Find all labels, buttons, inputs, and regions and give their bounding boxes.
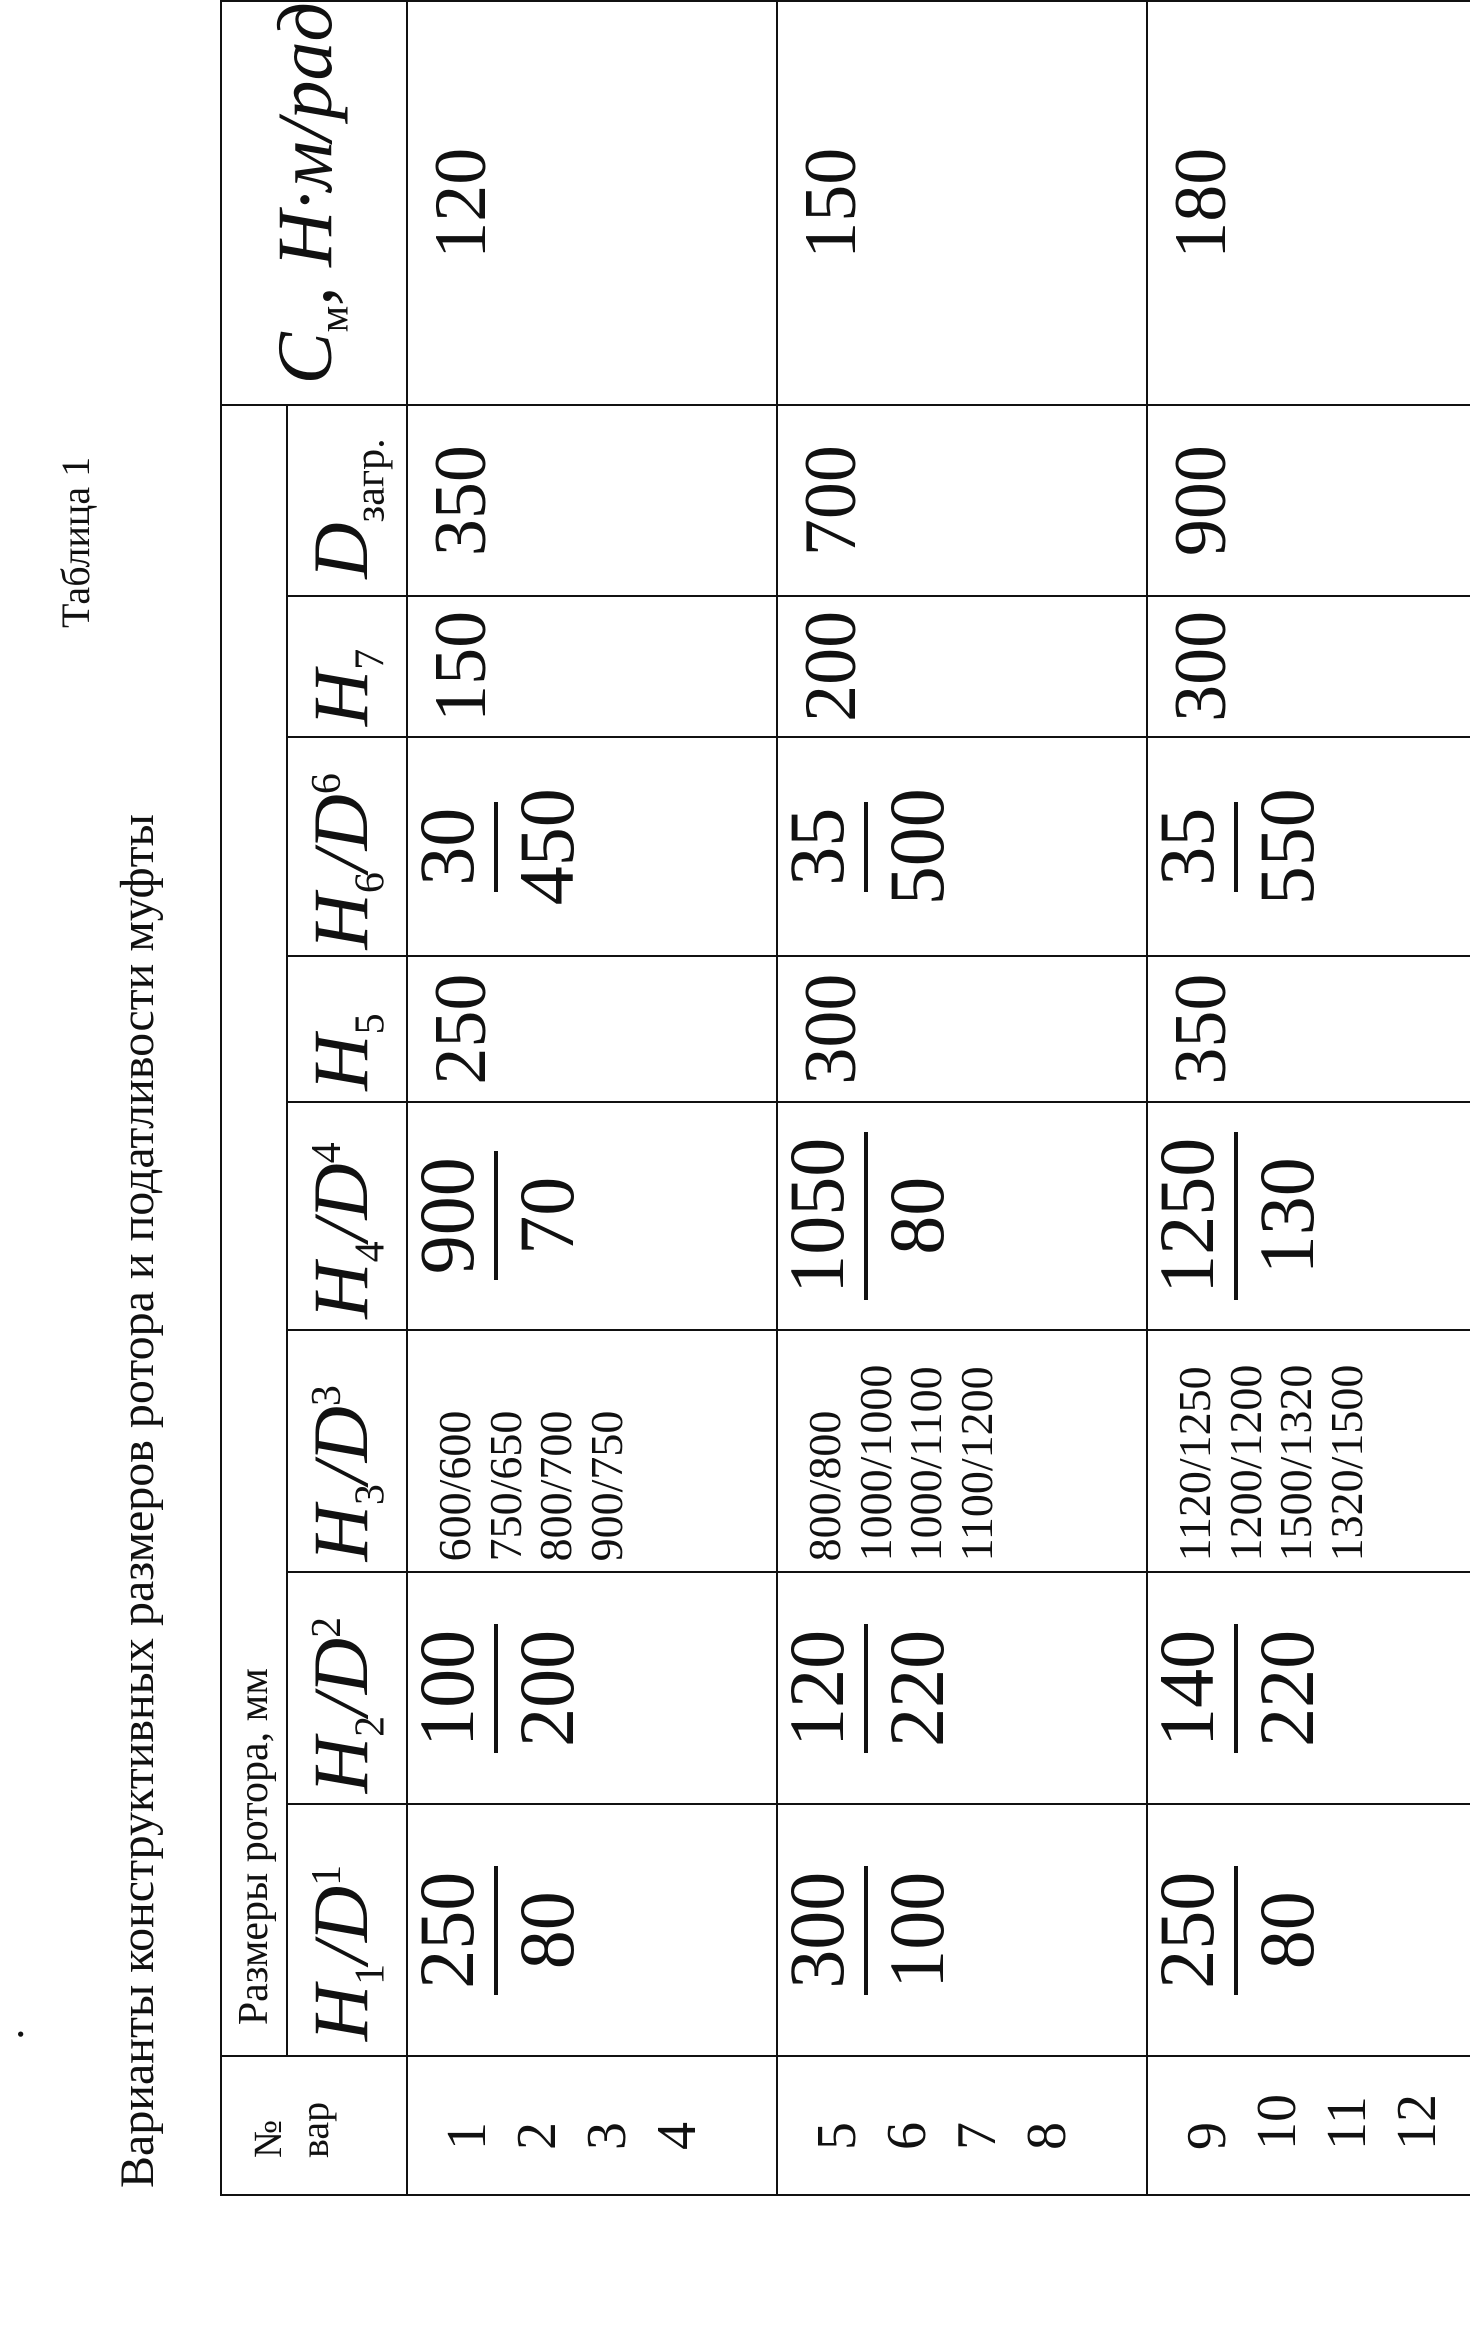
h3d3-value: 600/600 xyxy=(429,1410,480,1562)
h1d1-cell xyxy=(403,1804,777,2056)
header-dzagr xyxy=(287,405,407,595)
header-h5 xyxy=(287,956,407,1101)
frac-top: 140 xyxy=(1148,1624,1238,1753)
header-h5-h: H xyxy=(297,1034,384,1091)
h3d3-value: 1000/1100 xyxy=(900,1366,952,1562)
header-h4d4-d: D xyxy=(297,1163,384,1220)
dzagr-cell xyxy=(407,405,777,595)
h3d3-value: 1100/1200 xyxy=(950,1366,1002,1562)
frac-bottom: 220 xyxy=(873,1629,960,1747)
h3d3-value: 1500/1320 xyxy=(1270,1364,1322,1562)
header-h3d3-d: D xyxy=(297,1406,384,1463)
h4d4-cell xyxy=(403,1102,777,1330)
frac-top: 250 xyxy=(408,1866,498,1995)
var-number: 4 xyxy=(646,2122,708,2150)
h6d6-cell xyxy=(1143,737,1470,956)
h3d3-value: 800/800 xyxy=(799,1410,850,1562)
header-h2d2: $H_2/D^2$ xyxy=(287,1572,407,1804)
dzagr-value: 350 xyxy=(420,445,502,557)
header-h1d1-h: H xyxy=(297,1984,384,2042)
header-cm-c: C xyxy=(261,332,348,385)
dzagr-value: 900 xyxy=(1160,445,1242,557)
h3d3-value: 800/700 xyxy=(530,1410,582,1562)
frac-top: 900 xyxy=(408,1151,498,1280)
table-row xyxy=(1147,1,1470,2195)
table-number: Таблица 1 xyxy=(53,456,98,628)
frac-top: 1250 xyxy=(1148,1132,1238,1300)
header-var-abbr: вар xyxy=(292,2101,337,2158)
header-h1d1-s1: 1 xyxy=(347,1963,394,1985)
header-h6d6-d: D xyxy=(297,794,384,851)
header-h7-h: H xyxy=(297,669,384,727)
cm-value: 120 xyxy=(420,147,502,259)
frac-bottom: 100 xyxy=(873,1871,960,1989)
frac-top: 250 xyxy=(1148,1866,1238,1995)
frac-bottom: 200 xyxy=(503,1629,590,1747)
h6d6-cell xyxy=(773,737,1147,956)
h3d3-value: 1000/1000 xyxy=(849,1364,901,1562)
h5-cell xyxy=(1147,956,1470,1101)
header-h3d3: $H_3/D^3$ xyxy=(287,1330,407,1573)
frac-top: 100 xyxy=(408,1624,498,1753)
header-h7-s1: 7 xyxy=(347,648,394,670)
header-h4d4-s2: 4 xyxy=(304,1142,350,1164)
var-cell xyxy=(1147,2056,1470,2195)
header-h1d1-s2: 1 xyxy=(304,1864,350,1886)
group-label-text: Размеры ротора, мм xyxy=(231,1668,277,2026)
rotor-dimensions-table xyxy=(220,0,1470,2196)
cm-value: 150 xyxy=(790,147,872,259)
h5-value: 250 xyxy=(420,973,502,1085)
var-number: 7 xyxy=(946,2122,1008,2150)
header-h3d3-s2: 3 xyxy=(304,1385,350,1407)
h3d3-value: 1320/1500 xyxy=(1320,1364,1372,1562)
h3d3-cell xyxy=(407,1330,777,1573)
header-cm-unit: , H·м/рад xyxy=(261,2,348,306)
header-var-no: № xyxy=(245,2119,290,2158)
frac-top: 300 xyxy=(778,1866,868,1995)
header-cm xyxy=(221,1,407,405)
frac-bottom: 500 xyxy=(873,788,960,906)
frac-top: 35 xyxy=(778,802,868,892)
header-var xyxy=(221,2056,407,2195)
cm-value: 180 xyxy=(1160,147,1242,259)
h3d3-cell xyxy=(777,1330,1147,1573)
table-row xyxy=(407,1,777,2195)
h7-value: 200 xyxy=(790,610,872,722)
header-group-label xyxy=(221,405,287,2056)
stray-mark: • xyxy=(8,2030,33,2038)
variant-groups xyxy=(403,1,1470,2195)
header-h2d2-s1: 2 xyxy=(347,1715,394,1737)
h2d2-cell xyxy=(1143,1572,1470,1804)
frac-bottom: 80 xyxy=(503,1891,590,1970)
header-h2d2-h: H xyxy=(297,1736,384,1794)
header-h1d1: $H_1/D^1$ xyxy=(287,1804,407,2056)
h5-cell xyxy=(777,956,1147,1101)
h1d1-cell xyxy=(1143,1804,1470,2056)
header-dzagr-sub: загр. xyxy=(347,438,394,523)
table-row xyxy=(777,1,1147,2195)
var-number: 6 xyxy=(876,2122,938,2150)
table-title: Варианты конструктивных размеров ротора и податливости муфты xyxy=(111,814,164,2188)
cm-cell xyxy=(407,1,777,405)
header-h4d4-h: H xyxy=(297,1262,384,1319)
h3d3-value: 1200/1200 xyxy=(1219,1364,1271,1562)
frac-top: 120 xyxy=(778,1624,868,1753)
header-h2d2-d: D xyxy=(297,1637,384,1695)
header-h3d3-h: H xyxy=(297,1505,384,1562)
frac-top: 1050 xyxy=(778,1132,868,1300)
frac-bottom: 220 xyxy=(1243,1629,1330,1747)
header-h6d6-s2: 6 xyxy=(304,773,350,795)
h2d2-cell xyxy=(773,1572,1147,1804)
frac-bottom: 70 xyxy=(503,1176,590,1255)
frac-bottom: 80 xyxy=(1243,1891,1330,1970)
h7-value: 300 xyxy=(1160,610,1242,722)
var-cell xyxy=(407,2056,777,2195)
h7-cell xyxy=(407,596,777,737)
var-cell xyxy=(777,2056,1147,2195)
header-h6d6-h: H xyxy=(297,893,384,950)
h2d2-cell xyxy=(403,1572,777,1804)
var-number: 5 xyxy=(806,2122,868,2150)
var-number: 1 xyxy=(436,2122,498,2150)
var-number: 11 xyxy=(1316,2096,1378,2150)
frac-bottom: 450 xyxy=(503,788,590,906)
h5-value: 300 xyxy=(790,973,872,1085)
h1d1-cell xyxy=(773,1804,1147,2056)
h7-cell xyxy=(1147,596,1470,737)
dzagr-cell xyxy=(1147,405,1470,595)
h3d3-value: 750/650 xyxy=(479,1410,531,1562)
frac-top: 30 xyxy=(408,802,498,892)
cm-cell xyxy=(1147,1,1470,405)
header-dzagr-d: D xyxy=(297,522,384,579)
var-number: 9 xyxy=(1176,2122,1238,2150)
h3d3-value: 1120/1250 xyxy=(1169,1366,1220,1562)
header-cm-sub: м xyxy=(311,305,358,333)
frac-bottom: 550 xyxy=(1243,788,1330,906)
h3d3-cell xyxy=(1147,1330,1470,1573)
h6d6-cell xyxy=(403,737,777,956)
h7-cell xyxy=(777,596,1147,737)
frac-bottom: 80 xyxy=(873,1176,960,1255)
header-h3d3-s1: 3 xyxy=(347,1484,394,1506)
header-h6d6-s1: 6 xyxy=(347,872,394,894)
header-h6d6: $H_6/D^6$ xyxy=(287,737,407,956)
header-h5-s1: 5 xyxy=(347,1013,394,1035)
dzagr-value: 700 xyxy=(790,445,872,557)
cm-cell xyxy=(777,1,1147,405)
h4d4-cell xyxy=(1143,1102,1470,1330)
header-h4d4-s1: 4 xyxy=(347,1241,394,1263)
frac-top: 35 xyxy=(1148,802,1238,892)
header-h4d4: $H_4/D^4$ xyxy=(287,1102,407,1330)
var-number: 12 xyxy=(1386,2094,1448,2150)
header-h1d1-d: D xyxy=(297,1885,384,1943)
h7-value: 150 xyxy=(420,610,502,722)
h5-cell xyxy=(407,956,777,1101)
h5-value: 350 xyxy=(1160,973,1242,1085)
dzagr-cell xyxy=(777,405,1147,595)
header-h7 xyxy=(287,596,407,737)
header-h2d2-s2: 2 xyxy=(304,1616,350,1638)
var-number: 2 xyxy=(506,2122,568,2150)
var-number: 8 xyxy=(1016,2122,1078,2150)
var-number: 10 xyxy=(1246,2094,1308,2150)
var-number: 3 xyxy=(576,2122,638,2150)
h4d4-cell xyxy=(773,1102,1147,1330)
frac-bottom: 130 xyxy=(1243,1157,1330,1275)
h3d3-value: 900/750 xyxy=(580,1410,632,1562)
